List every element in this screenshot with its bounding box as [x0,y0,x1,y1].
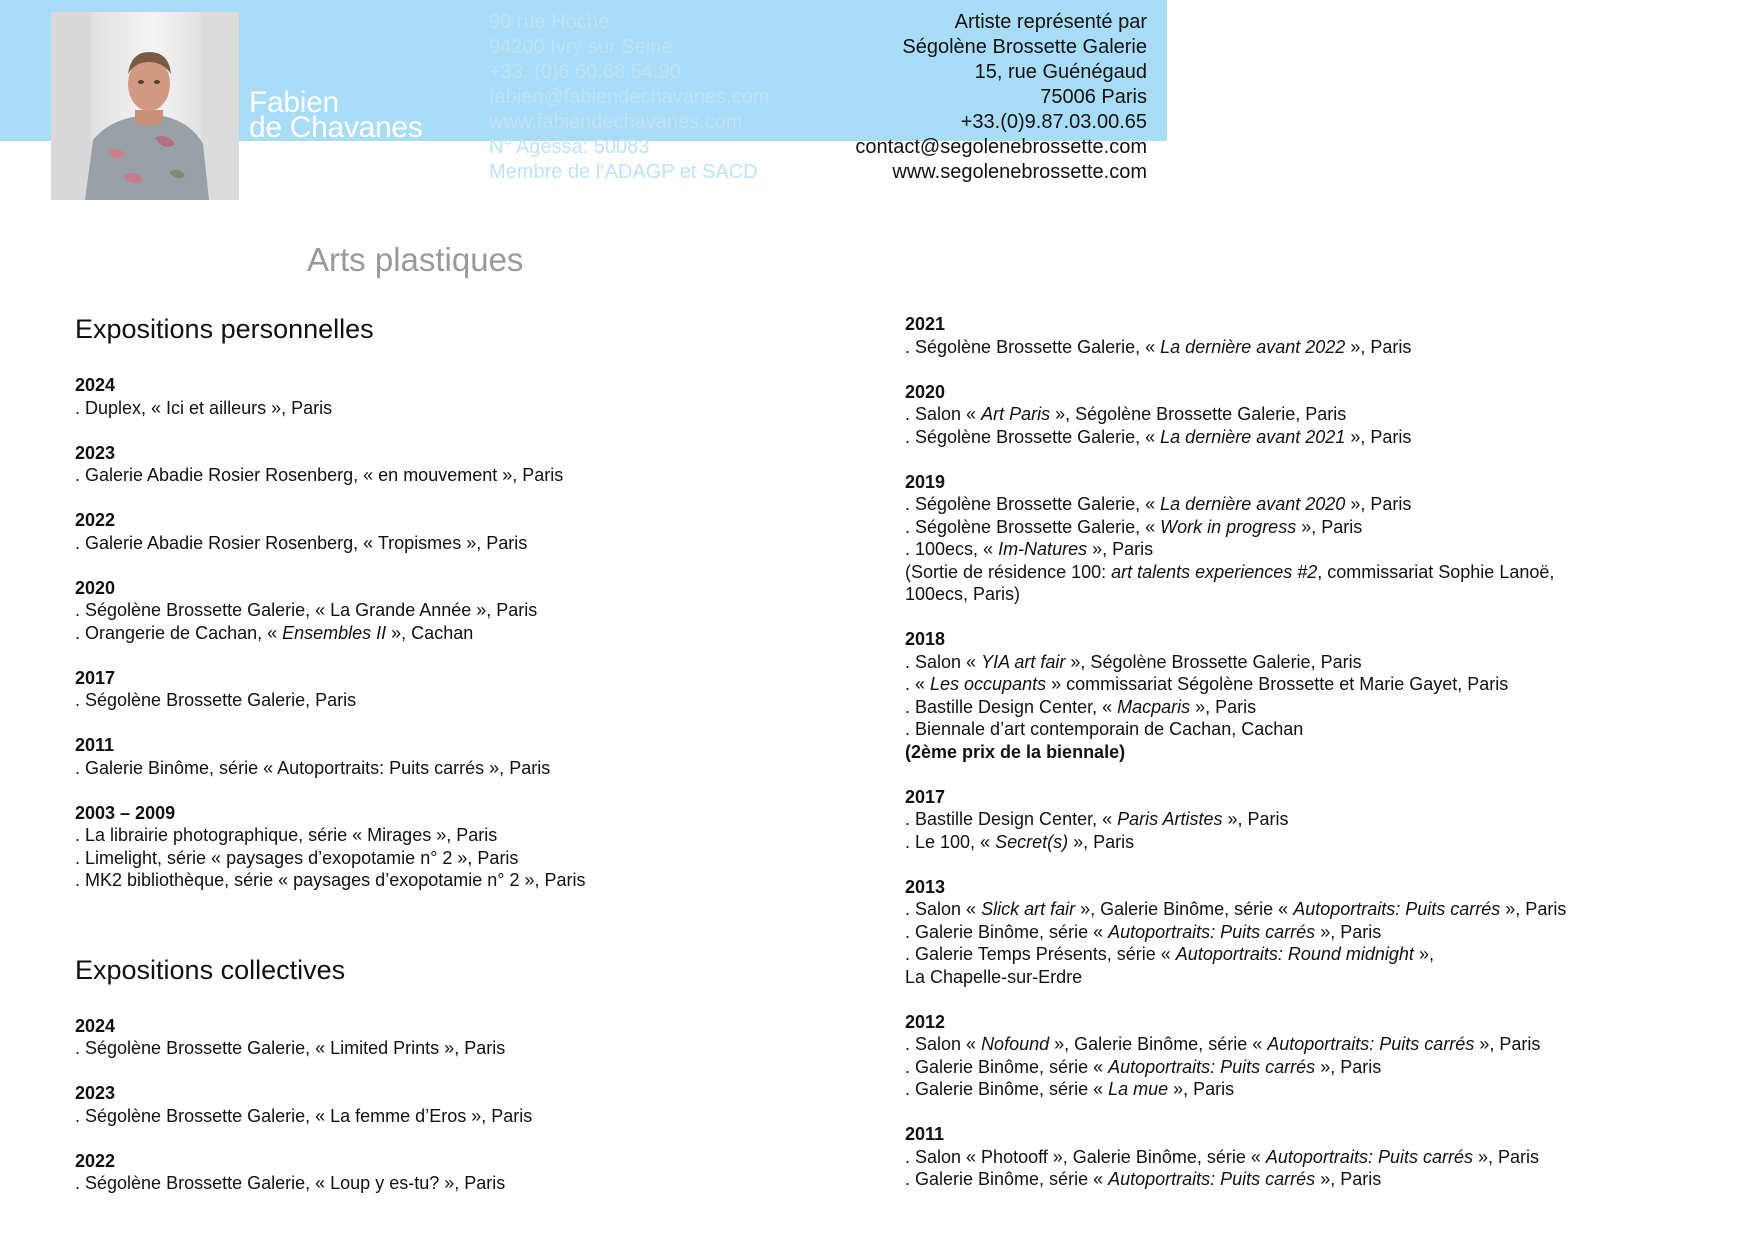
year-label: 2021 [905,314,946,334]
gallery-city: 75006 Paris [1040,86,1147,108]
gallery-contact [780,10,1147,185]
award-note: (2ème prix de la biennale) [905,741,1126,762]
exhibition-title: Paris Artistes [1117,809,1223,829]
exhibition-title: Macparis [1117,696,1191,717]
exhibition-title: Autoportraits: Puits carrés [1293,899,1501,919]
exhibition-entry: . 100ecs, « Im-Natures », Paris [905,539,1154,559]
exhibition-entry: La Chapelle-sur-Erdre [905,966,1083,987]
exhibition-entry: . Ségolène Brossette Galerie, « La femme d’Eros », Paris [75,1105,533,1126]
exhibition-title: Slick art fair [981,899,1076,919]
exhibition-title: Nofound [981,1034,1050,1054]
exhibition-entry: . Salon « Slick art fair », Galerie Binôme, série « Autoportraits: Puits carrés », Paris [905,899,1567,919]
exhibition-entry: . Ségolène Brossette Galerie, « Work in progress », Paris [905,516,1363,537]
exhibition-entry: . Ségolène Brossette Galerie, « La dernière avant 2021 », Paris [905,426,1412,447]
artist-first-name: Fabien [249,86,339,119]
exhibition-entry: . Duplex, « Ici et ailleurs », Paris [75,397,333,418]
exhibition-entry: . Ségolène Brossette Galerie, « La dernière avant 2020 », Paris [905,494,1412,514]
exhibition-title: La dernière avant 2022 [1160,336,1346,357]
exhibition-title: La mue [1108,1079,1169,1099]
artist-birth: Né à Nice le 02/08/1974 [249,159,389,174]
year-label: 2017 [75,667,116,688]
year-label: 2022 [75,510,116,530]
exhibition-title: Autoportraits: Puits carrés [1265,1146,1473,1167]
exhibition-title: Secret(s) [995,831,1069,852]
year-block [905,471,1566,606]
year-label: 2017 [905,786,946,807]
year-block [75,1082,586,1127]
artist-photo [51,12,239,200]
artist-last-name: de Chavanes [249,111,423,144]
exhibition-entry: . Salon « Art Paris », Ségolène Brossette Galerie, Paris [905,404,1347,424]
year-block [75,1150,586,1195]
year-block [75,509,586,554]
contact-phone: +33. (0)6.60.68.54.90 [489,61,681,83]
exhibition-entry: . Ségolène Brossette Galerie, « La dernière avant 2022 », Paris [905,336,1412,357]
exhibition-entry: . Galerie Temps Présents, série « Autoportraits: Round midnight », [905,944,1434,964]
exhibition-entry: . Galerie Binôme, série « Autoportraits: Puits carrés », Paris [905,1169,1382,1189]
year-label: 2023 [75,1083,116,1103]
year-label: 2011 [75,735,115,755]
exhibition-title: La dernière avant 2020 [1160,494,1346,514]
year-block [905,313,1566,358]
left-column [75,311,586,1195]
contact-address: 90 rue Hoche [489,11,610,33]
year-block [75,802,586,892]
exhibition-entry: 100ecs, Paris) [905,584,1021,604]
exhibition-entry: . Bastille Design Center, « Paris Artistes », Paris [905,809,1289,829]
exhibition-entry: . Salon « Nofound », Galerie Binôme, série « Autoportraits: Puits carrés », Paris [905,1034,1541,1054]
exhibition-entry: . Galerie Binôme, série « La mue », Paris [905,1079,1235,1099]
contact-email: fabien@fabiendechavanes.com [489,86,770,108]
contact-city: 94200 Ivry sur Seine [489,36,673,58]
year-label: 2022 [75,1150,116,1171]
year-block [75,577,586,645]
year-block [905,628,1566,763]
exhibition-title: Autoportraits: Round midnight [1175,944,1414,964]
exhibition-title: YIA art fair [981,651,1066,672]
collective-exhibitions-list-left [75,1015,586,1195]
year-label: 2003 – 2009 [75,802,176,823]
exhibition-title: Im-Natures [998,539,1088,559]
exhibition-entry: . Limelight, série « paysages d’exopotamie n° 2 », Paris [75,847,519,868]
gallery-website: www.segolenebrossette.com [892,161,1147,183]
exhibition-entry: . Galerie Binôme, série « Autoportraits: Puits carrés », Paris [905,1056,1382,1077]
year-label: 2012 [905,1011,946,1032]
exhibition-entry: . Salon « YIA art fair », Ségolène Brossette Galerie, Paris [905,651,1362,672]
exhibition-entry: . Orangerie de Cachan, « Ensembles II », Cachan [75,622,474,643]
contact-website: www.fabiendechavanes.com [489,111,743,133]
year-block [75,734,586,779]
exhibition-entry: . Galerie Abadie Rosier Rosenberg, « Tropismes », Paris [75,532,528,553]
exhibition-entry: . Salon « Photooff », Galerie Binôme, série « Autoportraits: Puits carrés », Paris [905,1146,1540,1167]
exhibition-entry: . Galerie Binôme, série « Autoportraits: Puits carrés », Paris [75,757,551,778]
collective-exhibitions-list-right [905,313,1566,1191]
artist-contact [489,10,770,185]
exhibition-title: art talents experiences #2 [1111,561,1318,582]
year-label: 2011 [905,1124,945,1144]
artist-role: Mixed media artist [249,140,420,163]
gallery-email: contact@segolenebrossette.com [855,136,1147,158]
year-block [75,1015,586,1060]
year-label: 2024 [75,1015,116,1036]
gallery-intro: Artiste représenté par [954,11,1147,33]
right-column [905,313,1566,1191]
exhibition-entry: . La librairie photographique, série « Mirages », Paris [75,825,498,845]
personal-exhibitions-list [75,374,586,892]
year-block [75,667,586,712]
exhibition-entry: . Galerie Binôme, série « Autoportraits: Puits carrés », Paris [905,921,1382,942]
exhibition-title: Autoportraits: Puits carrés [1108,1169,1316,1189]
exhibition-title: Work in progress [1160,516,1297,537]
year-block [905,381,1566,449]
exhibition-title: Art Paris [981,404,1051,424]
exhibition-entry: . Ségolène Brossette Galerie, « La Grande Année », Paris [75,600,538,620]
contact-agessa: N° Agessa: 50083 [489,136,650,158]
year-block [905,1011,1566,1101]
year-block [905,786,1566,854]
exhibition-entry: . Ségolène Brossette Galerie, « Loup y es-tu? », Paris [75,1173,506,1193]
exhibition-entry: . Biennale d’art contemporain de Cachan, Cachan [905,719,1304,739]
contact-membership: Membre de l’ADAGP et SACD [489,161,758,183]
gallery-phone: +33.(0)9.87.03.00.65 [960,111,1147,133]
main-heading: Arts plastiques [307,241,524,278]
year-block [905,876,1566,989]
exhibition-title: Autoportraits: Puits carrés [1267,1034,1475,1054]
exhibition-title: Ensembles II [282,622,387,643]
exhibition-entry [905,741,1566,764]
year-label: 2024 [75,375,116,395]
exhibition-entry: . Bastille Design Center, « Macparis », Paris [905,696,1257,717]
exhibition-entry: (Sortie de résidence 100: art talents experiences #2, commissariat Sophie Lanoë, [905,561,1555,582]
exhibition-entry: . Le 100, « Secret(s) », Paris [905,831,1135,852]
artist-portrait-image [51,12,239,200]
exhibition-entry: . Galerie Abadie Rosier Rosenberg, « en mouvement », Paris [75,465,564,485]
year-block [905,1123,1566,1191]
collective-exhibitions-title: Expositions collectives [75,954,346,985]
exhibition-entry: . Ségolène Brossette Galerie, « Limited Prints », Paris [75,1038,506,1058]
exhibition-entry: . « Les occupants » commissariat Ségolène Brossette et Marie Gayet, Paris [905,674,1509,694]
gallery-name: Ségolène Brossette Galerie [902,36,1147,58]
exhibition-title: Les occupants [930,674,1047,694]
exhibition-title: Autoportraits: Puits carrés [1108,1056,1316,1077]
exhibition-title: La dernière avant 2021 [1160,426,1346,447]
personal-exhibitions-title: Expositions personnelles [75,314,374,344]
year-label: 2020 [75,577,116,598]
year-label: 2013 [905,876,946,897]
year-label: 2023 [75,442,116,463]
year-label: 2020 [905,381,946,402]
year-label: 2019 [905,471,946,492]
exhibition-entry: . MK2 bibliothèque, série « paysages d’exopotamie n° 2 », Paris [75,870,586,890]
gallery-address: 15, rue Guénégaud [974,61,1147,83]
year-label: 2018 [905,629,946,649]
exhibition-title: Autoportraits: Puits carrés [1108,921,1316,942]
exhibition-entry: . Ségolène Brossette Galerie, Paris [75,690,357,710]
artist-name-block [249,86,423,174]
year-block [75,442,586,487]
year-block [75,374,586,419]
